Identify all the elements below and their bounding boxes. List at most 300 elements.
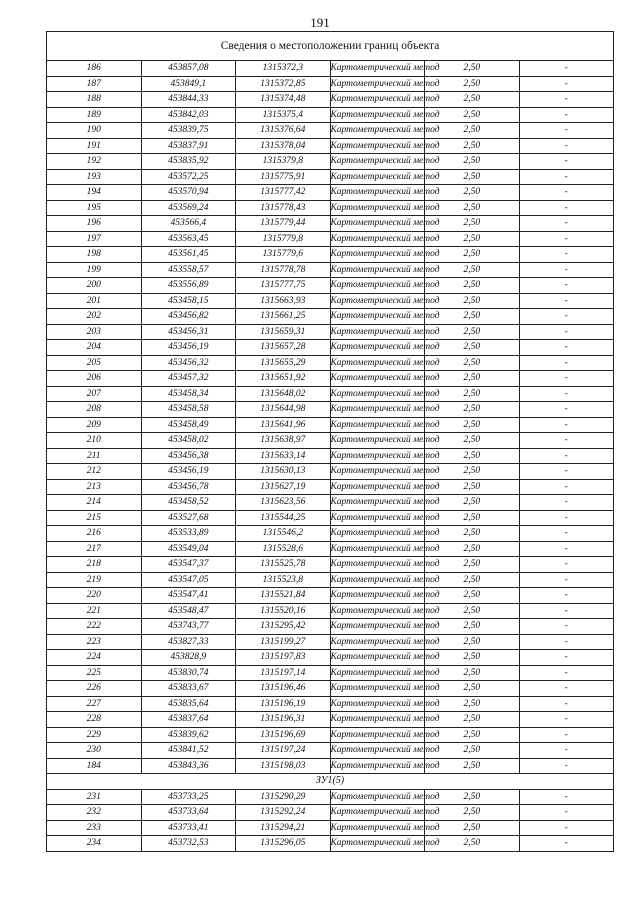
method-cell: Картометрический метод	[330, 417, 425, 433]
method-cell: Картометрический метод	[330, 681, 425, 697]
y-coordinate-cell: 1315546,2	[236, 526, 331, 542]
table-row	[47, 324, 614, 340]
description-cell: -	[519, 510, 614, 526]
method-cell: Картометрический метод	[330, 169, 425, 185]
description-cell: -	[519, 324, 614, 340]
x-coordinate-cell: 453457,32	[141, 371, 236, 387]
x-coordinate-cell: 453837,91	[141, 138, 236, 154]
x-coordinate-cell: 453547,37	[141, 557, 236, 573]
y-coordinate-cell: 1315292,24	[236, 805, 331, 821]
method-cell: Картометрический метод	[330, 371, 425, 387]
x-coordinate-cell: 453456,38	[141, 448, 236, 464]
description-cell: -	[519, 293, 614, 309]
precision-cell: 2,50	[425, 123, 520, 139]
precision-cell: 2,50	[425, 324, 520, 340]
point-number-cell: 227	[47, 696, 142, 712]
x-coordinate-cell: 453549,04	[141, 541, 236, 557]
point-number-cell: 233	[47, 820, 142, 836]
precision-cell: 2,50	[425, 293, 520, 309]
y-coordinate-cell: 1315775,91	[236, 169, 331, 185]
table-title: Сведения о местоположении границ объекта	[47, 32, 614, 61]
precision-cell: 2,50	[425, 495, 520, 511]
point-number-cell: 202	[47, 309, 142, 325]
method-cell: Картометрический метод	[330, 138, 425, 154]
description-cell: -	[519, 712, 614, 728]
x-coordinate-cell: 453570,94	[141, 185, 236, 201]
point-number-cell: 192	[47, 154, 142, 170]
precision-cell: 2,50	[425, 92, 520, 108]
description-cell: -	[519, 464, 614, 480]
y-coordinate-cell: 1315295,42	[236, 619, 331, 635]
x-coordinate-cell: 453558,57	[141, 262, 236, 278]
x-coordinate-cell: 453527,68	[141, 510, 236, 526]
description-cell: -	[519, 758, 614, 774]
point-number-cell: 191	[47, 138, 142, 154]
y-coordinate-cell: 1315528,6	[236, 541, 331, 557]
table-row	[47, 836, 614, 852]
precision-cell: 2,50	[425, 61, 520, 77]
description-cell: -	[519, 169, 614, 185]
point-number-cell: 195	[47, 200, 142, 216]
y-coordinate-cell: 1315779,8	[236, 231, 331, 247]
point-number-cell: 201	[47, 293, 142, 309]
point-number-cell: 197	[47, 231, 142, 247]
table-row	[47, 743, 614, 759]
table-row	[47, 448, 614, 464]
x-coordinate-cell: 453456,78	[141, 479, 236, 495]
x-coordinate-cell: 453833,67	[141, 681, 236, 697]
table-row	[47, 541, 614, 557]
y-coordinate-cell: 1315644,98	[236, 402, 331, 418]
point-number-cell: 217	[47, 541, 142, 557]
table-row	[47, 634, 614, 650]
point-number-cell: 219	[47, 572, 142, 588]
y-coordinate-cell: 1315372,3	[236, 61, 331, 77]
point-number-cell: 187	[47, 76, 142, 92]
table-row	[47, 278, 614, 294]
point-number-cell: 215	[47, 510, 142, 526]
y-coordinate-cell: 1315520,16	[236, 603, 331, 619]
method-cell: Картометрический метод	[330, 479, 425, 495]
y-coordinate-cell: 1315630,13	[236, 464, 331, 480]
x-coordinate-cell: 453733,41	[141, 820, 236, 836]
method-cell: Картометрический метод	[330, 712, 425, 728]
method-cell: Картометрический метод	[330, 185, 425, 201]
precision-cell: 2,50	[425, 510, 520, 526]
description-cell: -	[519, 836, 614, 852]
x-coordinate-cell: 453458,15	[141, 293, 236, 309]
precision-cell: 2,50	[425, 355, 520, 371]
y-coordinate-cell: 1315196,46	[236, 681, 331, 697]
description-cell: -	[519, 386, 614, 402]
y-coordinate-cell: 1315198,03	[236, 758, 331, 774]
description-cell: -	[519, 479, 614, 495]
table-row	[47, 185, 614, 201]
description-cell: -	[519, 696, 614, 712]
precision-cell: 2,50	[425, 820, 520, 836]
point-number-cell: 218	[47, 557, 142, 573]
description-cell: -	[519, 572, 614, 588]
description-cell: -	[519, 402, 614, 418]
x-coordinate-cell: 453533,89	[141, 526, 236, 542]
precision-cell: 2,50	[425, 805, 520, 821]
point-number-cell: 224	[47, 650, 142, 666]
table-row	[47, 76, 614, 92]
x-coordinate-cell: 453547,05	[141, 572, 236, 588]
x-coordinate-cell: 453458,02	[141, 433, 236, 449]
description-cell: -	[519, 138, 614, 154]
precision-cell: 2,50	[425, 681, 520, 697]
precision-cell: 2,50	[425, 665, 520, 681]
method-cell: Картометрический метод	[330, 634, 425, 650]
method-cell: Картометрический метод	[330, 92, 425, 108]
table-row	[47, 262, 614, 278]
table-row	[47, 572, 614, 588]
precision-cell: 2,50	[425, 386, 520, 402]
y-coordinate-cell: 1315779,6	[236, 247, 331, 263]
precision-cell: 2,50	[425, 231, 520, 247]
point-number-cell: 204	[47, 340, 142, 356]
table-row	[47, 619, 614, 635]
description-cell: -	[519, 371, 614, 387]
y-coordinate-cell: 1315376,64	[236, 123, 331, 139]
x-coordinate-cell: 453456,32	[141, 355, 236, 371]
description-cell: -	[519, 417, 614, 433]
y-coordinate-cell: 1315296,05	[236, 836, 331, 852]
point-number-cell: 184	[47, 758, 142, 774]
y-coordinate-cell: 1315378,04	[236, 138, 331, 154]
table-row	[47, 789, 614, 805]
table-title-row	[47, 32, 614, 61]
method-cell: Картометрический метод	[330, 123, 425, 139]
y-coordinate-cell: 1315648,02	[236, 386, 331, 402]
table-row	[47, 293, 614, 309]
method-cell: Картометрический метод	[330, 154, 425, 170]
precision-cell: 2,50	[425, 138, 520, 154]
method-cell: Картометрический метод	[330, 650, 425, 666]
x-coordinate-cell: 453828,9	[141, 650, 236, 666]
point-number-cell: 234	[47, 836, 142, 852]
table-row	[47, 92, 614, 108]
description-cell: -	[519, 820, 614, 836]
y-coordinate-cell: 1315525,78	[236, 557, 331, 573]
description-cell: -	[519, 526, 614, 542]
table-row	[47, 200, 614, 216]
x-coordinate-cell: 453561,45	[141, 247, 236, 263]
table-row	[47, 805, 614, 821]
y-coordinate-cell: 1315196,19	[236, 696, 331, 712]
description-cell: -	[519, 557, 614, 573]
precision-cell: 2,50	[425, 185, 520, 201]
method-cell: Картометрический метод	[330, 619, 425, 635]
table-row	[47, 479, 614, 495]
precision-cell: 2,50	[425, 154, 520, 170]
table-row	[47, 712, 614, 728]
precision-cell: 2,50	[425, 417, 520, 433]
point-number-cell: 189	[47, 107, 142, 123]
description-cell: -	[519, 619, 614, 635]
precision-cell: 2,50	[425, 727, 520, 743]
description-cell: -	[519, 665, 614, 681]
x-coordinate-cell: 453563,45	[141, 231, 236, 247]
y-coordinate-cell: 1315641,96	[236, 417, 331, 433]
method-cell: Картометрический метод	[330, 665, 425, 681]
method-cell: Картометрический метод	[330, 805, 425, 821]
precision-cell: 2,50	[425, 696, 520, 712]
point-number-cell: 220	[47, 588, 142, 604]
precision-cell: 2,50	[425, 433, 520, 449]
method-cell: Картометрический метод	[330, 433, 425, 449]
description-cell: -	[519, 262, 614, 278]
description-cell: -	[519, 355, 614, 371]
x-coordinate-cell: 453733,64	[141, 805, 236, 821]
method-cell: Картометрический метод	[330, 200, 425, 216]
precision-cell: 2,50	[425, 169, 520, 185]
page-number: 191	[310, 15, 330, 30]
y-coordinate-cell: 1315372,85	[236, 76, 331, 92]
precision-cell: 2,50	[425, 448, 520, 464]
table-row	[47, 61, 614, 77]
description-cell: -	[519, 309, 614, 325]
y-coordinate-cell: 1315779,44	[236, 216, 331, 232]
description-cell: -	[519, 681, 614, 697]
point-number-cell: 213	[47, 479, 142, 495]
x-coordinate-cell: 453458,52	[141, 495, 236, 511]
y-coordinate-cell: 1315199,27	[236, 634, 331, 650]
precision-cell: 2,50	[425, 588, 520, 604]
method-cell: Картометрический метод	[330, 557, 425, 573]
precision-cell: 2,50	[425, 572, 520, 588]
y-coordinate-cell: 1315374,48	[236, 92, 331, 108]
table-row	[47, 464, 614, 480]
point-number-cell: 221	[47, 603, 142, 619]
method-cell: Картометрический метод	[330, 324, 425, 340]
description-cell: -	[519, 448, 614, 464]
precision-cell: 2,50	[425, 76, 520, 92]
precision-cell: 2,50	[425, 557, 520, 573]
description-cell: -	[519, 200, 614, 216]
table-row	[47, 371, 614, 387]
description-cell: -	[519, 231, 614, 247]
method-cell: Картометрический метод	[330, 278, 425, 294]
point-number-cell: 190	[47, 123, 142, 139]
precision-cell: 2,50	[425, 107, 520, 123]
table-row	[47, 526, 614, 542]
table-row	[47, 557, 614, 573]
table-row	[47, 603, 614, 619]
table-row	[47, 355, 614, 371]
description-cell: -	[519, 247, 614, 263]
description-cell: -	[519, 185, 614, 201]
precision-cell: 2,50	[425, 650, 520, 666]
table-row	[47, 696, 614, 712]
method-cell: Картометрический метод	[330, 355, 425, 371]
description-cell: -	[519, 743, 614, 759]
y-coordinate-cell: 1315633,14	[236, 448, 331, 464]
point-number-cell: 203	[47, 324, 142, 340]
y-coordinate-cell: 1315523,8	[236, 572, 331, 588]
point-number-cell: 210	[47, 433, 142, 449]
description-cell: -	[519, 154, 614, 170]
y-coordinate-cell: 1315623,56	[236, 495, 331, 511]
point-number-cell: 225	[47, 665, 142, 681]
method-cell: Картометрический метод	[330, 820, 425, 836]
x-coordinate-cell: 453857,08	[141, 61, 236, 77]
method-cell: Картометрический метод	[330, 107, 425, 123]
description-cell: -	[519, 588, 614, 604]
x-coordinate-cell: 453458,34	[141, 386, 236, 402]
precision-cell: 2,50	[425, 216, 520, 232]
x-coordinate-cell: 453827,33	[141, 634, 236, 650]
description-cell: -	[519, 789, 614, 805]
point-number-cell: 209	[47, 417, 142, 433]
precision-cell: 2,50	[425, 200, 520, 216]
y-coordinate-cell: 1315777,42	[236, 185, 331, 201]
point-number-cell: 230	[47, 743, 142, 759]
table-row	[47, 727, 614, 743]
method-cell: Картометрический метод	[330, 309, 425, 325]
table-row	[47, 433, 614, 449]
precision-cell: 2,50	[425, 712, 520, 728]
table-row	[47, 216, 614, 232]
point-number-cell: 223	[47, 634, 142, 650]
precision-cell: 2,50	[425, 789, 520, 805]
method-cell: Картометрический метод	[330, 464, 425, 480]
precision-cell: 2,50	[425, 634, 520, 650]
precision-cell: 2,50	[425, 603, 520, 619]
method-cell: Картометрический метод	[330, 402, 425, 418]
table-row	[47, 650, 614, 666]
description-cell: -	[519, 650, 614, 666]
point-number-cell: 229	[47, 727, 142, 743]
method-cell: Картометрический метод	[330, 743, 425, 759]
y-coordinate-cell: 1315294,21	[236, 820, 331, 836]
precision-cell: 2,50	[425, 541, 520, 557]
point-number-cell: 228	[47, 712, 142, 728]
point-number-cell: 211	[47, 448, 142, 464]
table-row	[47, 402, 614, 418]
method-cell: Картометрический метод	[330, 526, 425, 542]
description-cell: -	[519, 216, 614, 232]
y-coordinate-cell: 1315663,93	[236, 293, 331, 309]
x-coordinate-cell: 453839,75	[141, 123, 236, 139]
method-cell: Картометрический метод	[330, 572, 425, 588]
precision-cell: 2,50	[425, 479, 520, 495]
y-coordinate-cell: 1315657,28	[236, 340, 331, 356]
description-cell: -	[519, 805, 614, 821]
table-row	[47, 309, 614, 325]
method-cell: Картометрический метод	[330, 588, 425, 604]
x-coordinate-cell: 453556,89	[141, 278, 236, 294]
table-row	[47, 510, 614, 526]
description-cell: -	[519, 634, 614, 650]
y-coordinate-cell: 1315196,69	[236, 727, 331, 743]
precision-cell: 2,50	[425, 402, 520, 418]
point-number-cell: 214	[47, 495, 142, 511]
y-coordinate-cell: 1315777,75	[236, 278, 331, 294]
x-coordinate-cell: 453849,1	[141, 76, 236, 92]
point-number-cell: 232	[47, 805, 142, 821]
x-coordinate-cell: 453456,19	[141, 464, 236, 480]
table-row	[47, 107, 614, 123]
x-coordinate-cell: 453841,52	[141, 743, 236, 759]
method-cell: Картометрический метод	[330, 510, 425, 526]
table-row	[47, 247, 614, 263]
method-cell: Картометрический метод	[330, 76, 425, 92]
x-coordinate-cell: 453569,24	[141, 200, 236, 216]
y-coordinate-cell: 1315655,29	[236, 355, 331, 371]
y-coordinate-cell: 1315196,31	[236, 712, 331, 728]
point-number-cell: 212	[47, 464, 142, 480]
x-coordinate-cell: 453733,25	[141, 789, 236, 805]
x-coordinate-cell: 453837,64	[141, 712, 236, 728]
x-coordinate-cell: 453844,33	[141, 92, 236, 108]
point-number-cell: 231	[47, 789, 142, 805]
table-row	[47, 588, 614, 604]
x-coordinate-cell: 453456,19	[141, 340, 236, 356]
y-coordinate-cell: 1315544,25	[236, 510, 331, 526]
method-cell: Картометрический метод	[330, 758, 425, 774]
point-number-cell: 216	[47, 526, 142, 542]
method-cell: Картометрический метод	[330, 340, 425, 356]
section-row	[47, 774, 614, 790]
x-coordinate-cell: 453835,64	[141, 696, 236, 712]
method-cell: Картометрический метод	[330, 247, 425, 263]
method-cell: Картометрический метод	[330, 495, 425, 511]
x-coordinate-cell: 453566,4	[141, 216, 236, 232]
point-number-cell: 186	[47, 61, 142, 77]
y-coordinate-cell: 1315627,19	[236, 479, 331, 495]
x-coordinate-cell: 453572,25	[141, 169, 236, 185]
x-coordinate-cell: 453458,49	[141, 417, 236, 433]
y-coordinate-cell: 1315375,4	[236, 107, 331, 123]
x-coordinate-cell: 453548,47	[141, 603, 236, 619]
y-coordinate-cell: 1315290,29	[236, 789, 331, 805]
description-cell: -	[519, 123, 614, 139]
point-number-cell: 194	[47, 185, 142, 201]
y-coordinate-cell: 1315661,25	[236, 309, 331, 325]
x-coordinate-cell: 453547,41	[141, 588, 236, 604]
y-coordinate-cell: 1315778,78	[236, 262, 331, 278]
x-coordinate-cell: 453830,74	[141, 665, 236, 681]
precision-cell: 2,50	[425, 743, 520, 759]
precision-cell: 2,50	[425, 619, 520, 635]
method-cell: Картометрический метод	[330, 262, 425, 278]
precision-cell: 2,50	[425, 278, 520, 294]
description-cell: -	[519, 541, 614, 557]
method-cell: Картометрический метод	[330, 216, 425, 232]
y-coordinate-cell: 1315659,31	[236, 324, 331, 340]
table-row	[47, 154, 614, 170]
y-coordinate-cell: 1315778,43	[236, 200, 331, 216]
x-coordinate-cell: 453835,92	[141, 154, 236, 170]
y-coordinate-cell: 1315651,92	[236, 371, 331, 387]
y-coordinate-cell: 1315638,97	[236, 433, 331, 449]
point-number-cell: 205	[47, 355, 142, 371]
table-row	[47, 386, 614, 402]
x-coordinate-cell: 453456,82	[141, 309, 236, 325]
description-cell: -	[519, 495, 614, 511]
precision-cell: 2,50	[425, 836, 520, 852]
precision-cell: 2,50	[425, 340, 520, 356]
method-cell: Картометрический метод	[330, 541, 425, 557]
table-row	[47, 417, 614, 433]
description-cell: -	[519, 340, 614, 356]
description-cell: -	[519, 278, 614, 294]
y-coordinate-cell: 1315197,24	[236, 743, 331, 759]
precision-cell: 2,50	[425, 309, 520, 325]
precision-cell: 2,50	[425, 464, 520, 480]
